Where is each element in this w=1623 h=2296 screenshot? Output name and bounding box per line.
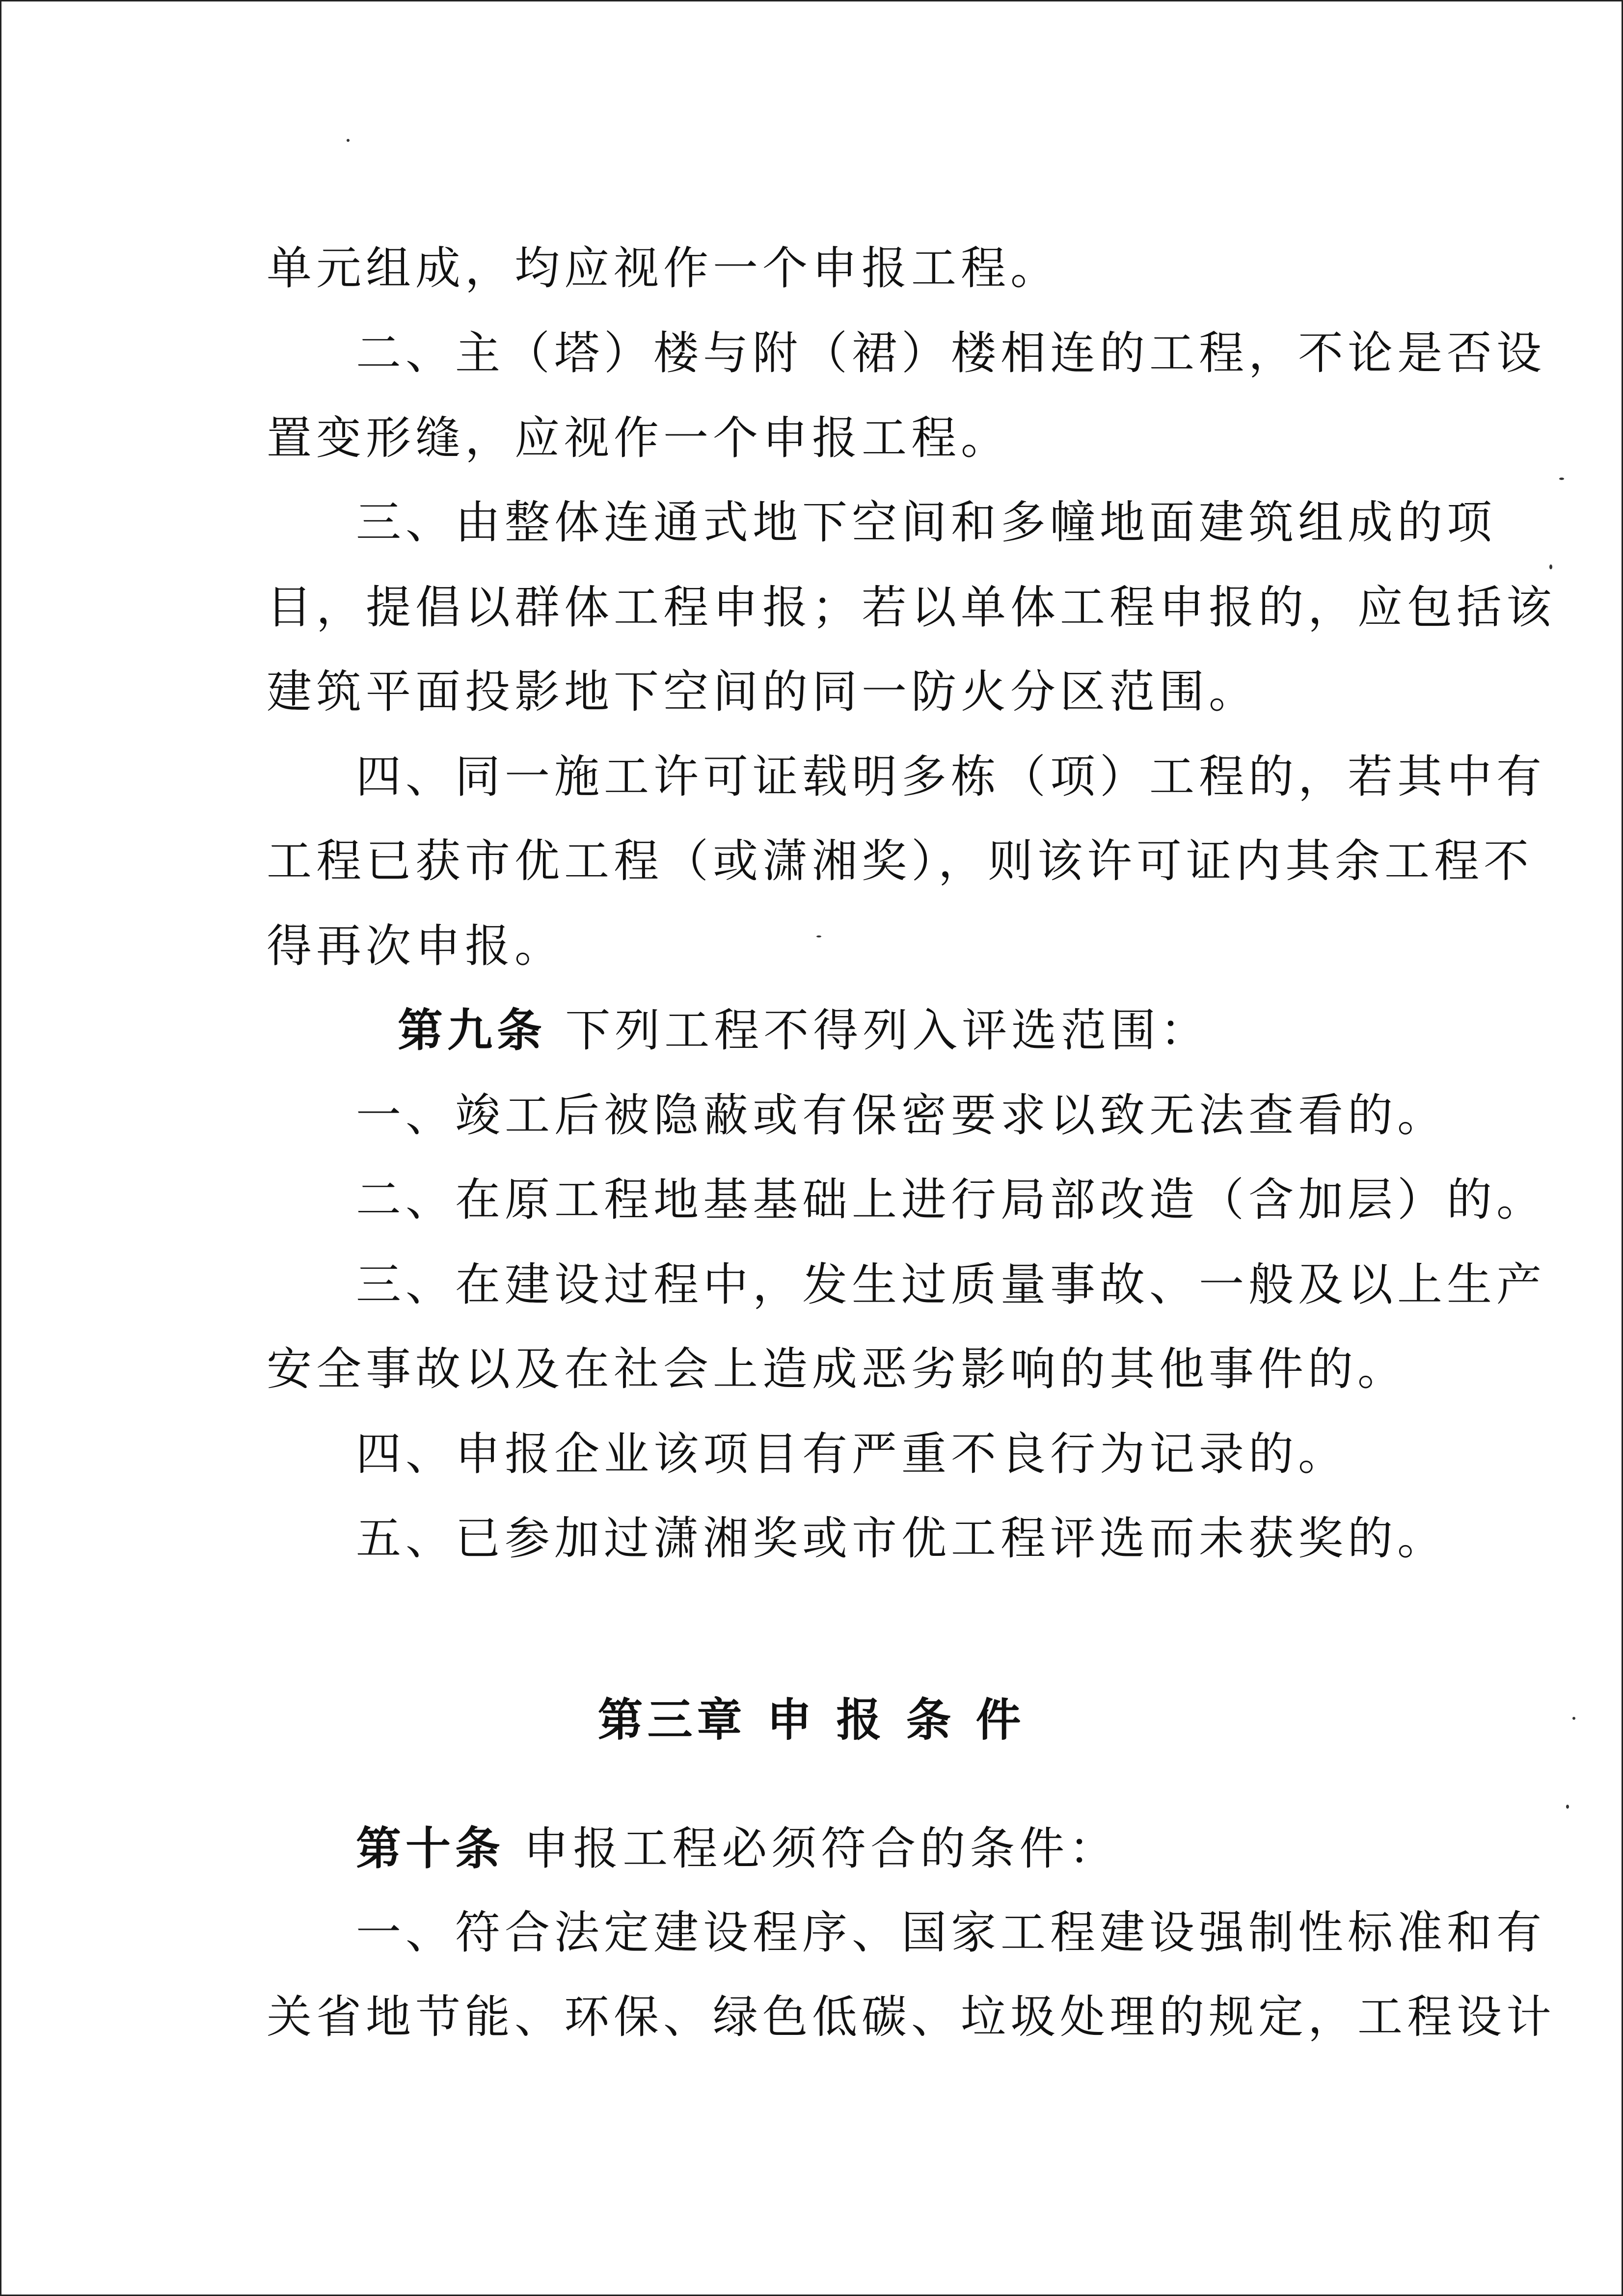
paragraph-line: 五、已参加过潇湘奖或市优工程评选而未获奖的。: [356, 1512, 1447, 1565]
paragraph-line: 建筑平面投影地下空间的同一防火分区范围。: [267, 666, 1259, 718]
paragraph-line: 四、同一施工许可证载明多栋（项）工程的，若其中有: [356, 750, 1546, 803]
paragraph-line: 置变形缝，应视作一个申报工程。: [267, 412, 1011, 464]
paragraph-line: 二、主（塔）楼与附（裙）楼相连的工程，不论是否设: [356, 327, 1546, 379]
scan-speck: [1572, 1717, 1575, 1720]
paragraph-line: 安全事故以及在社会上造成恶劣影响的其他事件的。: [267, 1343, 1407, 1395]
article-9-line: 第九条 下列工程不得列入评选范围：: [398, 1004, 1210, 1057]
scan-speck: [1549, 564, 1552, 569]
paragraph-line: 二、在原工程地基基础上进行局部改造（含加层）的。: [356, 1174, 1546, 1226]
paragraph-line: 单元组成，均应视作一个申报工程。: [267, 242, 1060, 294]
paragraph-line: 一、竣工后被隐蔽或有保密要求以致无法查看的。: [356, 1089, 1447, 1142]
paragraph-line: 四、申报企业该项目有严重不良行为记录的。: [356, 1428, 1348, 1480]
article-number: 第九条: [398, 1004, 547, 1057]
paragraph-line: 三、由整体连通式地下空间和多幢地面建筑组成的项: [356, 496, 1497, 549]
scan-speck: [347, 139, 350, 142]
paragraph-line: 工程已获市优工程（或潇湘奖），则该许可证内其余工程不: [267, 835, 1534, 887]
paragraph-line: 关省地节能、环保、绿色低碳、垃圾处理的规定，工程设计: [267, 1991, 1556, 2043]
scan-speck: [816, 935, 821, 937]
paragraph-line: 一、符合法定建设程序、国家工程建设强制性标准和有: [356, 1906, 1546, 1959]
scan-speck: [1559, 478, 1564, 480]
chapter-heading: 第三章 申 报 条 件: [597, 1694, 1026, 1746]
paragraph-line: 得再次申报。: [267, 920, 565, 972]
article-10-line: 第十条 申报工程必须符合的条件：: [356, 1822, 1119, 1875]
paragraph-line: 三、在建设过程中，发生过质量事故、一般及以上生产: [356, 1258, 1546, 1311]
article-number: 第十条: [356, 1822, 505, 1875]
scan-speck: [1566, 1805, 1569, 1809]
paragraph-line: 目，提倡以群体工程申报；若以单体工程申报的，应包括该: [267, 581, 1556, 634]
